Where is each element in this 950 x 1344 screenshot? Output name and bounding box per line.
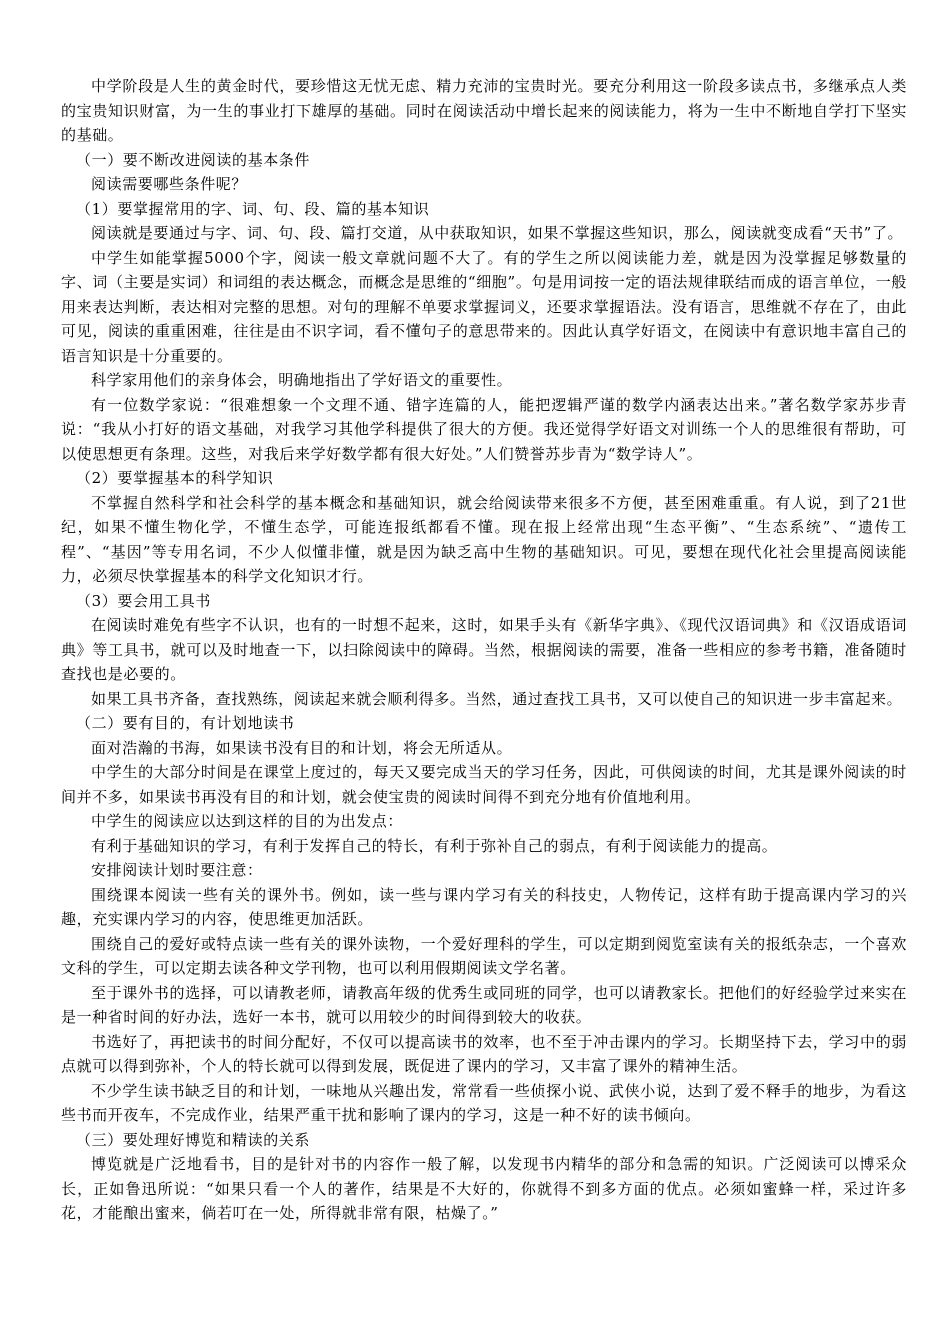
paragraph: 至于课外书的选择，可以请教老师，请教高年级的优秀生或同班的同学，也可以请教家长。把他们的好经验学过来实在是一种省时间的好办法，选好一本书，就可以用较少的时间得到较大的收获。 [61, 983, 907, 1026]
subheading-1: （1）要掌握常用的字、词、句、段、篇的基本知识 [76, 199, 430, 218]
paragraph: 博览就是广泛地看书，目的是针对书的内容作一般了解，以发现书内精华的部分和急需的知识。广泛阅读可以博采众长，正如鲁迅所说：“如果只看一个人的著作，结果是不大好的，你就得不到多方面的优点。必须如蜜蜂一样，采过许多花，才能酿出蜜来，倘若叮在一处，所得就非常有限，枯燥了。” [61, 1155, 907, 1222]
subheading-2: （2）要掌握基本的科学知识 [76, 469, 274, 487]
paragraph: 如果工具书齐备，查找熟练，阅读起来就会顺利得多。当然，通过查找工具书，又可以使自己的知识进一步丰富起来。 [91, 689, 903, 708]
paragraph: 不少学生读书缺乏目的和计划，一味地从兴趣出发，常常看一些侦探小说、武侠小说，达到了爱不释手的地步，为看这些书而开夜车，不完成作业，结果严重干扰和影响了课内的学习，这是一种不好的读书倾向。 [61, 1081, 907, 1124]
section-heading-3: （三）要处理好博览和精读的关系 [76, 1130, 311, 1149]
paragraph: 在阅读时难免有些字不认识，也有的一时想不起来，这时，如果手头有《新华字典》、《现代汉语词典》和《汉语成语词典》等工具书，就可以及时地查一下，以扫除阅读中的障碍。当然，根据阅读的需要，准备一些相应的参考书籍，准备随时查找也是必要的。 [61, 616, 907, 683]
paragraph: 阅读就是要通过与字、词、句、段、篇打交道，从中获取知识，如果不掌握这些知识，那么，阅读就变成看“天书”了。 [91, 224, 904, 242]
paragraph: 围绕课本阅读一些有关的课外书。例如，读一些与课内学习有关的科技史，人物传记，这样有助于提高课内学习的兴趣，充实课内学习的内容，使思维更加活跃。 [61, 885, 907, 928]
paragraph: 不掌握自然科学和社会科学的基本概念和基础知识，就会给阅读带来很多不方便，甚至困难重重。有人说，到了21世纪，如果不懂生物化学，不懂生态学，可能连报纸都看不懂。现在报上经常出现“生态平衡”、“生态系统”、“遗传工程”、“基因”等专用名词，不少人似懂非懂，就是因为缺乏高中生物的基础知识。可见，要想在现代化社会里提高阅读能力，必须尽快掌握基本的科学文化知识才行。 [61, 493, 907, 585]
intro-paragraph: 中学阶段是人生的黄金时代，要珍惜这无忧无虑、精力充沛的宝贵时光。要充分利用这一阶段多读点书，多继承点人类的宝贵知识财富，为一生的事业打下雄厚的基础。同时在阅读活动中增长起来的阅读能力，将为一生中不断地自学打下坚实的基础。 [61, 77, 907, 144]
document-page [61, 74, 907, 1226]
subheading-3: （3）要会用工具书 [76, 591, 211, 610]
paragraph: 有利于基础知识的学习，有利于发挥自己的特长，有利于弥补自己的弱点，有利于阅读能力的提高。 [91, 836, 778, 855]
paragraph: 围绕自己的爱好或特点读一些有关的课外读物，一个爱好理科的学生，可以定期到阅览室读有关的报纸杂志，一个喜欢文科的学生，可以定期去读各种文学刊物，也可以利用假期阅读文学名著。 [61, 934, 907, 977]
paragraph: 书选好了，再把读书的时间分配好，不仅可以提高读书的效率，也不至于冲击课内的学习。长期坚持下去，学习中的弱点就可以得到弥补，个人的特长就可以得到发展，既促进了课内的学习，又丰富了课外的精神生活。 [61, 1032, 907, 1075]
paragraph: 中学生如能掌握5000个字，阅读一般文章就问题不大了。有的学生之所以阅读能力差，就是因为没掌握足够数量的字、词（主要是实词）和词组的表达概念，而概念是思维的“细胞”。句是用词按一定的语法规律联结而成的语言单位，一般用来表达判断，表达相对完整的思想。对句的理解不单要求掌握词义，还要求掌握语法。没有语言，思维就不存在了，由此可见，阅读的重重困难，往往是由不识字词，看不懂句子的意思带来的。因此认真学好语文，在阅读中有意识地丰富自己的语言知识是十分重要的。 [61, 248, 907, 365]
paragraph: 中学生的阅读应以达到这样的目的为出发点： [91, 812, 404, 830]
section-heading-2: （二）要有目的，有计划地读书 [76, 714, 295, 732]
paragraph: 有一位数学家说：“很难想象一个文理不通、错字连篇的人，能把逻辑严谨的数学内涵表达出来。”著名数学家苏步青说：“我从小打好的语文基础，对我学习其他学科提供了很大的方便。我还觉得学好语文对训练一个人的思维很有帮助，可以使思想更有条理。这些，对我后来学好数学都有很大好处。”人们赞誉苏步青为“数学诗人”。 [61, 395, 907, 463]
paragraph: 阅读需要哪些条件呢？ [91, 175, 248, 193]
section-heading-1: （一）要不断改进阅读的基本条件 [76, 150, 311, 169]
paragraph: 科学家用他们的亲身体会，明确地指出了学好语文的重要性。 [91, 371, 513, 389]
paragraph: 安排阅读计划时要注意： [91, 861, 263, 879]
paragraph: 面对浩瀚的书海，如果读书没有目的和计划，将会无所适从。 [91, 738, 513, 757]
paragraph: 中学生的大部分时间是在课堂上度过的，每天又要完成当天的学习任务，因此，可供阅读的时间，尤其是课外阅读的时间并不多，如果读书再没有目的和计划，就会使宝贵的阅读时间得不到充分地有价值地利用。 [61, 763, 907, 806]
